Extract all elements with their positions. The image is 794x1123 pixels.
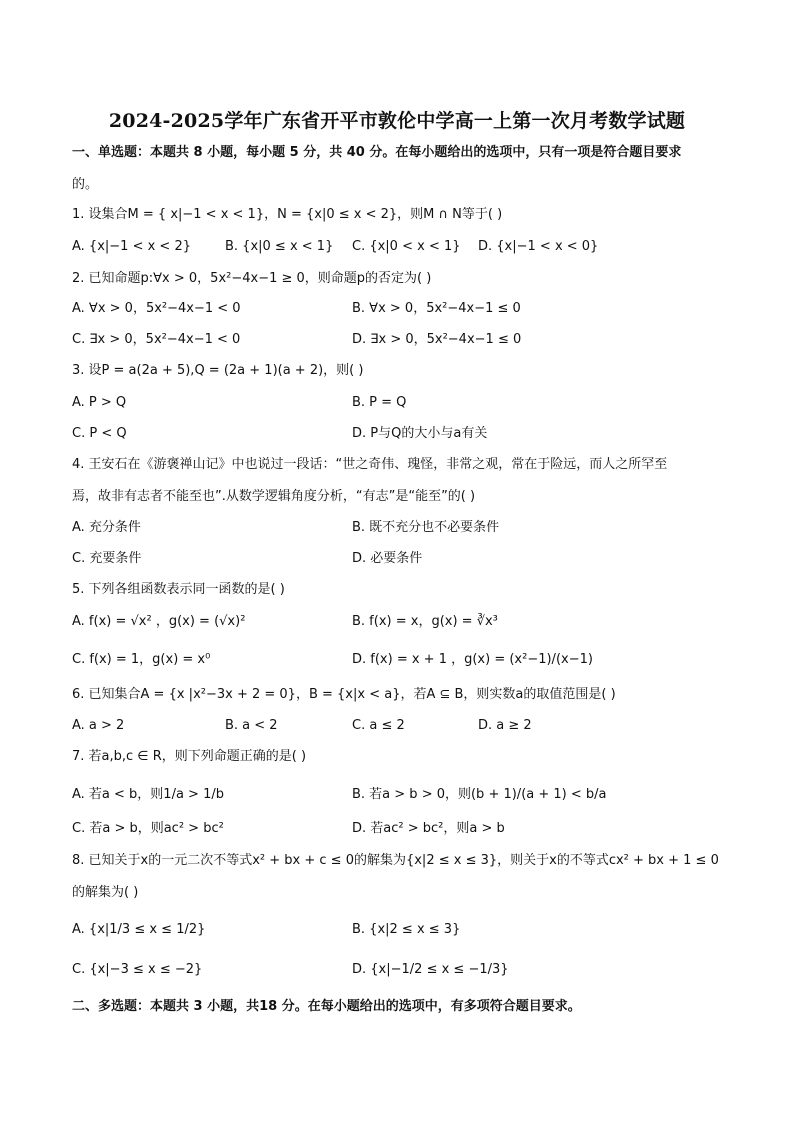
q7-option-c: C. 若a > b，则ac² > bc² <box>72 821 224 836</box>
q6-option-b: B. a < 2 <box>225 718 278 733</box>
q1-option-a: A. {x|−1 < x < 2} <box>72 239 191 254</box>
q2-option-c: C. ∃x > 0，5x²−4x−1 < 0 <box>72 332 241 347</box>
q8-stem-line2: 的解集为( ) <box>72 885 139 900</box>
q1-option-b: B. {x|0 ≤ x < 1} <box>225 239 334 254</box>
q7-option-a: A. 若a < b，则1/a > 1/b <box>72 787 224 802</box>
q5-stem: 5. 下列各组函数表示同一函数的是( ) <box>72 582 285 597</box>
q1-stem: 1. 设集合M = { x|−1 < x < 1}，N = {x|0 ≤ x < 2}，则M ∩ N等于( ) <box>72 207 503 222</box>
q2-option-a: A. ∀x > 0，5x²−4x−1 < 0 <box>72 301 241 316</box>
q5-option-c: C. f(x) = 1，g(x) = x⁰ <box>72 652 211 667</box>
q4-option-c: C. 充要条件 <box>72 551 142 566</box>
q7-option-b: B. 若a > b > 0，则(b + 1)/(a + 1) < b/a <box>352 787 607 802</box>
q6-option-c: C. a ≤ 2 <box>352 718 405 733</box>
q3-option-c: C. P < Q <box>72 426 127 441</box>
q4-option-a: A. 充分条件 <box>72 520 141 535</box>
q7-stem: 7. 若a,b,c ∈ R，则下列命题正确的是( ) <box>72 749 307 764</box>
q3-stem: 3. 设P = a(2a + 5),Q = (2a + 1)(a + 2)，则( ) <box>72 363 364 378</box>
q6-option-a: A. a > 2 <box>72 718 125 733</box>
q8-option-b: B. {x|2 ≤ x ≤ 3} <box>352 922 461 937</box>
q3-option-b: B. P = Q <box>352 395 407 410</box>
q4-stem-line2: 焉，故非有志者不能至也”.从数学逻辑角度分析，“有志”是“能至”的( ) <box>72 489 476 504</box>
q5-option-a: A. f(x) = √x² ，g(x) = (√x)² <box>72 614 246 629</box>
q6-stem: 6. 已知集合A = {x |x²−3x + 2 = 0}，B = {x|x < a}，若A ⊆ B，则实数a的取值范围是( ) <box>72 687 616 702</box>
q8-option-a: A. {x|1/3 ≤ x ≤ 1/2} <box>72 922 206 937</box>
page-title: 2024-2025学年广东省开平市敦伦中学高一上第一次月考数学试题 <box>108 110 686 132</box>
q3-option-a: A. P > Q <box>72 395 127 410</box>
q4-stem-line1: 4. 王安石在《游褒禅山记》中也说过一段话：“世之奇伟、瑰怪，非常之观，常在于险远，而人之所罕至 <box>72 457 668 472</box>
q2-option-d: D. ∃x > 0，5x²−4x−1 ≤ 0 <box>352 332 522 347</box>
q4-option-b: B. 既不充分也不必要条件 <box>352 520 500 535</box>
q7-option-d: D. 若ac² > bc²，则a > b <box>352 821 505 836</box>
q5-option-b: B. f(x) = x，g(x) = ∛x³ <box>352 614 498 629</box>
q2-stem: 2. 已知命题p:∀x > 0，5x²−4x−1 ≥ 0，则命题p的否定为( ) <box>72 271 432 286</box>
q6-option-d: D. a ≥ 2 <box>478 718 532 733</box>
q8-stem-line1: 8. 已知关于x的一元二次不等式x² + bx + c ≤ 0的解集为{x|2 ≤ x ≤ 3}，则关于x的不等式cx² + bx + 1 ≤ 0 <box>72 853 719 868</box>
q3-option-d: D. P与Q的大小与a有关 <box>352 426 488 441</box>
q1-option-c: C. {x|0 < x < 1} <box>352 239 461 254</box>
q2-option-b: B. ∀x > 0，5x²−4x−1 ≤ 0 <box>352 301 521 316</box>
q4-option-d: D. 必要条件 <box>352 551 423 566</box>
q5-option-d: D. f(x) = x + 1 ，g(x) = (x²−1)/(x−1) <box>352 652 593 667</box>
section1-instructions-line2: 的。 <box>72 177 99 192</box>
section1-instructions-line1: 一、单选题：本题共 8 小题，每小题 5 分，共 40 分。在每小题给出的选项中，只有一项是符合题目要求 <box>72 145 682 160</box>
q8-option-d: D. {x|−1/2 ≤ x ≤ −1/3} <box>352 962 509 977</box>
q8-option-c: C. {x|−3 ≤ x ≤ −2} <box>72 962 203 977</box>
section2-instructions: 二、多选题：本题共 3 小题，共18 分。在每小题给出的选项中，有多项符合题目要求。 <box>72 999 581 1014</box>
q1-option-d: D. {x|−1 < x < 0} <box>478 239 599 254</box>
